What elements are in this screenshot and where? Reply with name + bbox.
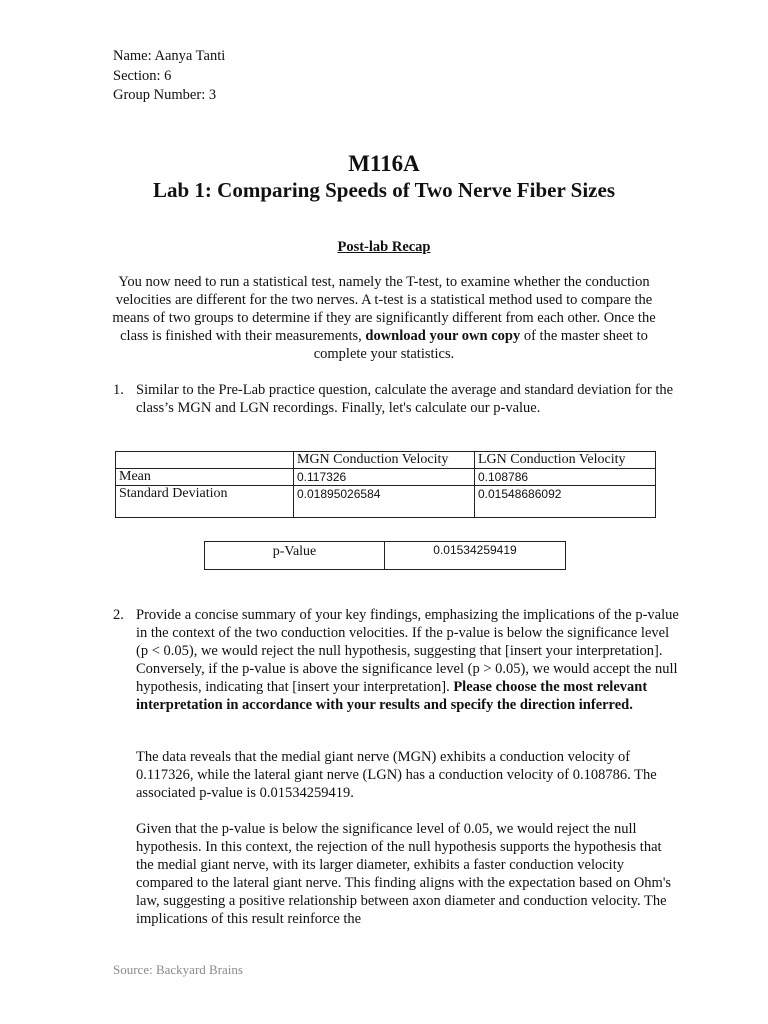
lgn-mean-cell: 0.108786	[475, 469, 656, 486]
question-bold-instruction: Please choose the most relevant interpretation in accordance with your results and specify the direction inferred.	[136, 679, 648, 713]
intro-paragraph	[108, 273, 660, 363]
answer-paragraph-2: Given that the p-value is below the significance level of 0.05, we would reject the null hypothesis. In this context, the rejection of the null hypothesis supports the hypothesis that the medial giant nerve, with its larger diameter, exhibits a faster conduction velocity compared to the lateral giant nerve. This finding aligns with the expectation based on Ohm's law, suggesting a positive relationship between axon diameter and conduction velocity. The implications of this result reinforce the	[136, 821, 672, 927]
section-heading: Post-lab Recap	[337, 239, 431, 255]
student-name: Name: Aanya Tanti	[113, 48, 226, 64]
intro-text-start: You now need to run a statistical test, namely the T-test, to examine whether the conduction velocities are different for the two nerves. A t-test is a statistical method used to compare the means of two groups to determine if they are significantly different from each other. Once the class is finished with their measurements,	[112, 274, 656, 344]
answer-paragraph-1: The data reveals that the medial giant nerve (MGN) exhibits a conduction velocity of 0.117326, while the lateral giant nerve (LGN) has a conduction velocity of 0.108786. The associated p-value is 0.01534259419.	[136, 749, 657, 801]
table-row	[116, 486, 656, 518]
question-text-main: Provide a concise summary of your key findings, emphasizing the implications of the p-value in the context of the two conduction velocities. If the p-value is below the significance level (p < 0.05), we would reject the null hypothesis, suggesting that [insert your interpretation]. Conversely, if the p-value is above the significance level (p > 0.05), we would accept the null hypothesis, indicating that [insert your interpretation].	[136, 607, 679, 695]
question-text	[136, 606, 681, 714]
table-header-cell: LGN Conduction Velocity	[475, 452, 656, 469]
lab-title: Lab 1: Comparing Speeds of Two Nerve Fiber Sizes	[153, 178, 615, 202]
row-label: Standard Deviation	[116, 486, 294, 518]
p-value-table	[204, 541, 566, 570]
p-value-label: p-Value	[205, 542, 385, 570]
table-header-cell: MGN Conduction Velocity	[294, 452, 475, 469]
question-text: Similar to the Pre-Lab practice question, calculate the average and standard deviation for the class’s MGN and LGN recordings. Finally, let's calculate our p-value.	[136, 382, 674, 416]
table-header-cell	[116, 452, 294, 469]
section-number: Section: 6	[113, 67, 172, 84]
statistics-table	[115, 451, 656, 518]
lgn-sd-cell: 0.01548686092	[475, 486, 656, 518]
question-number: 2.	[113, 607, 124, 623]
question-2	[113, 606, 683, 736]
group-number: Group Number: 3	[113, 87, 217, 103]
table-row	[205, 542, 566, 570]
table-row	[116, 469, 656, 486]
mgn-sd-cell: 0.01895026584	[294, 486, 475, 518]
question-1	[113, 381, 683, 421]
course-code: M116A	[348, 151, 420, 176]
table-header-row	[116, 452, 656, 469]
student-info	[113, 47, 225, 106]
p-value-cell: 0.01534259419	[385, 542, 566, 570]
question-number: 1.	[113, 382, 124, 398]
intro-text-end: of the master sheet to complete your statistics.	[313, 328, 648, 362]
row-label: Mean	[116, 469, 294, 486]
mgn-mean-cell: 0.117326	[294, 469, 475, 486]
source-footer: Source: Backyard Brains	[113, 962, 243, 977]
intro-bold-text: download your own copy	[365, 328, 521, 344]
